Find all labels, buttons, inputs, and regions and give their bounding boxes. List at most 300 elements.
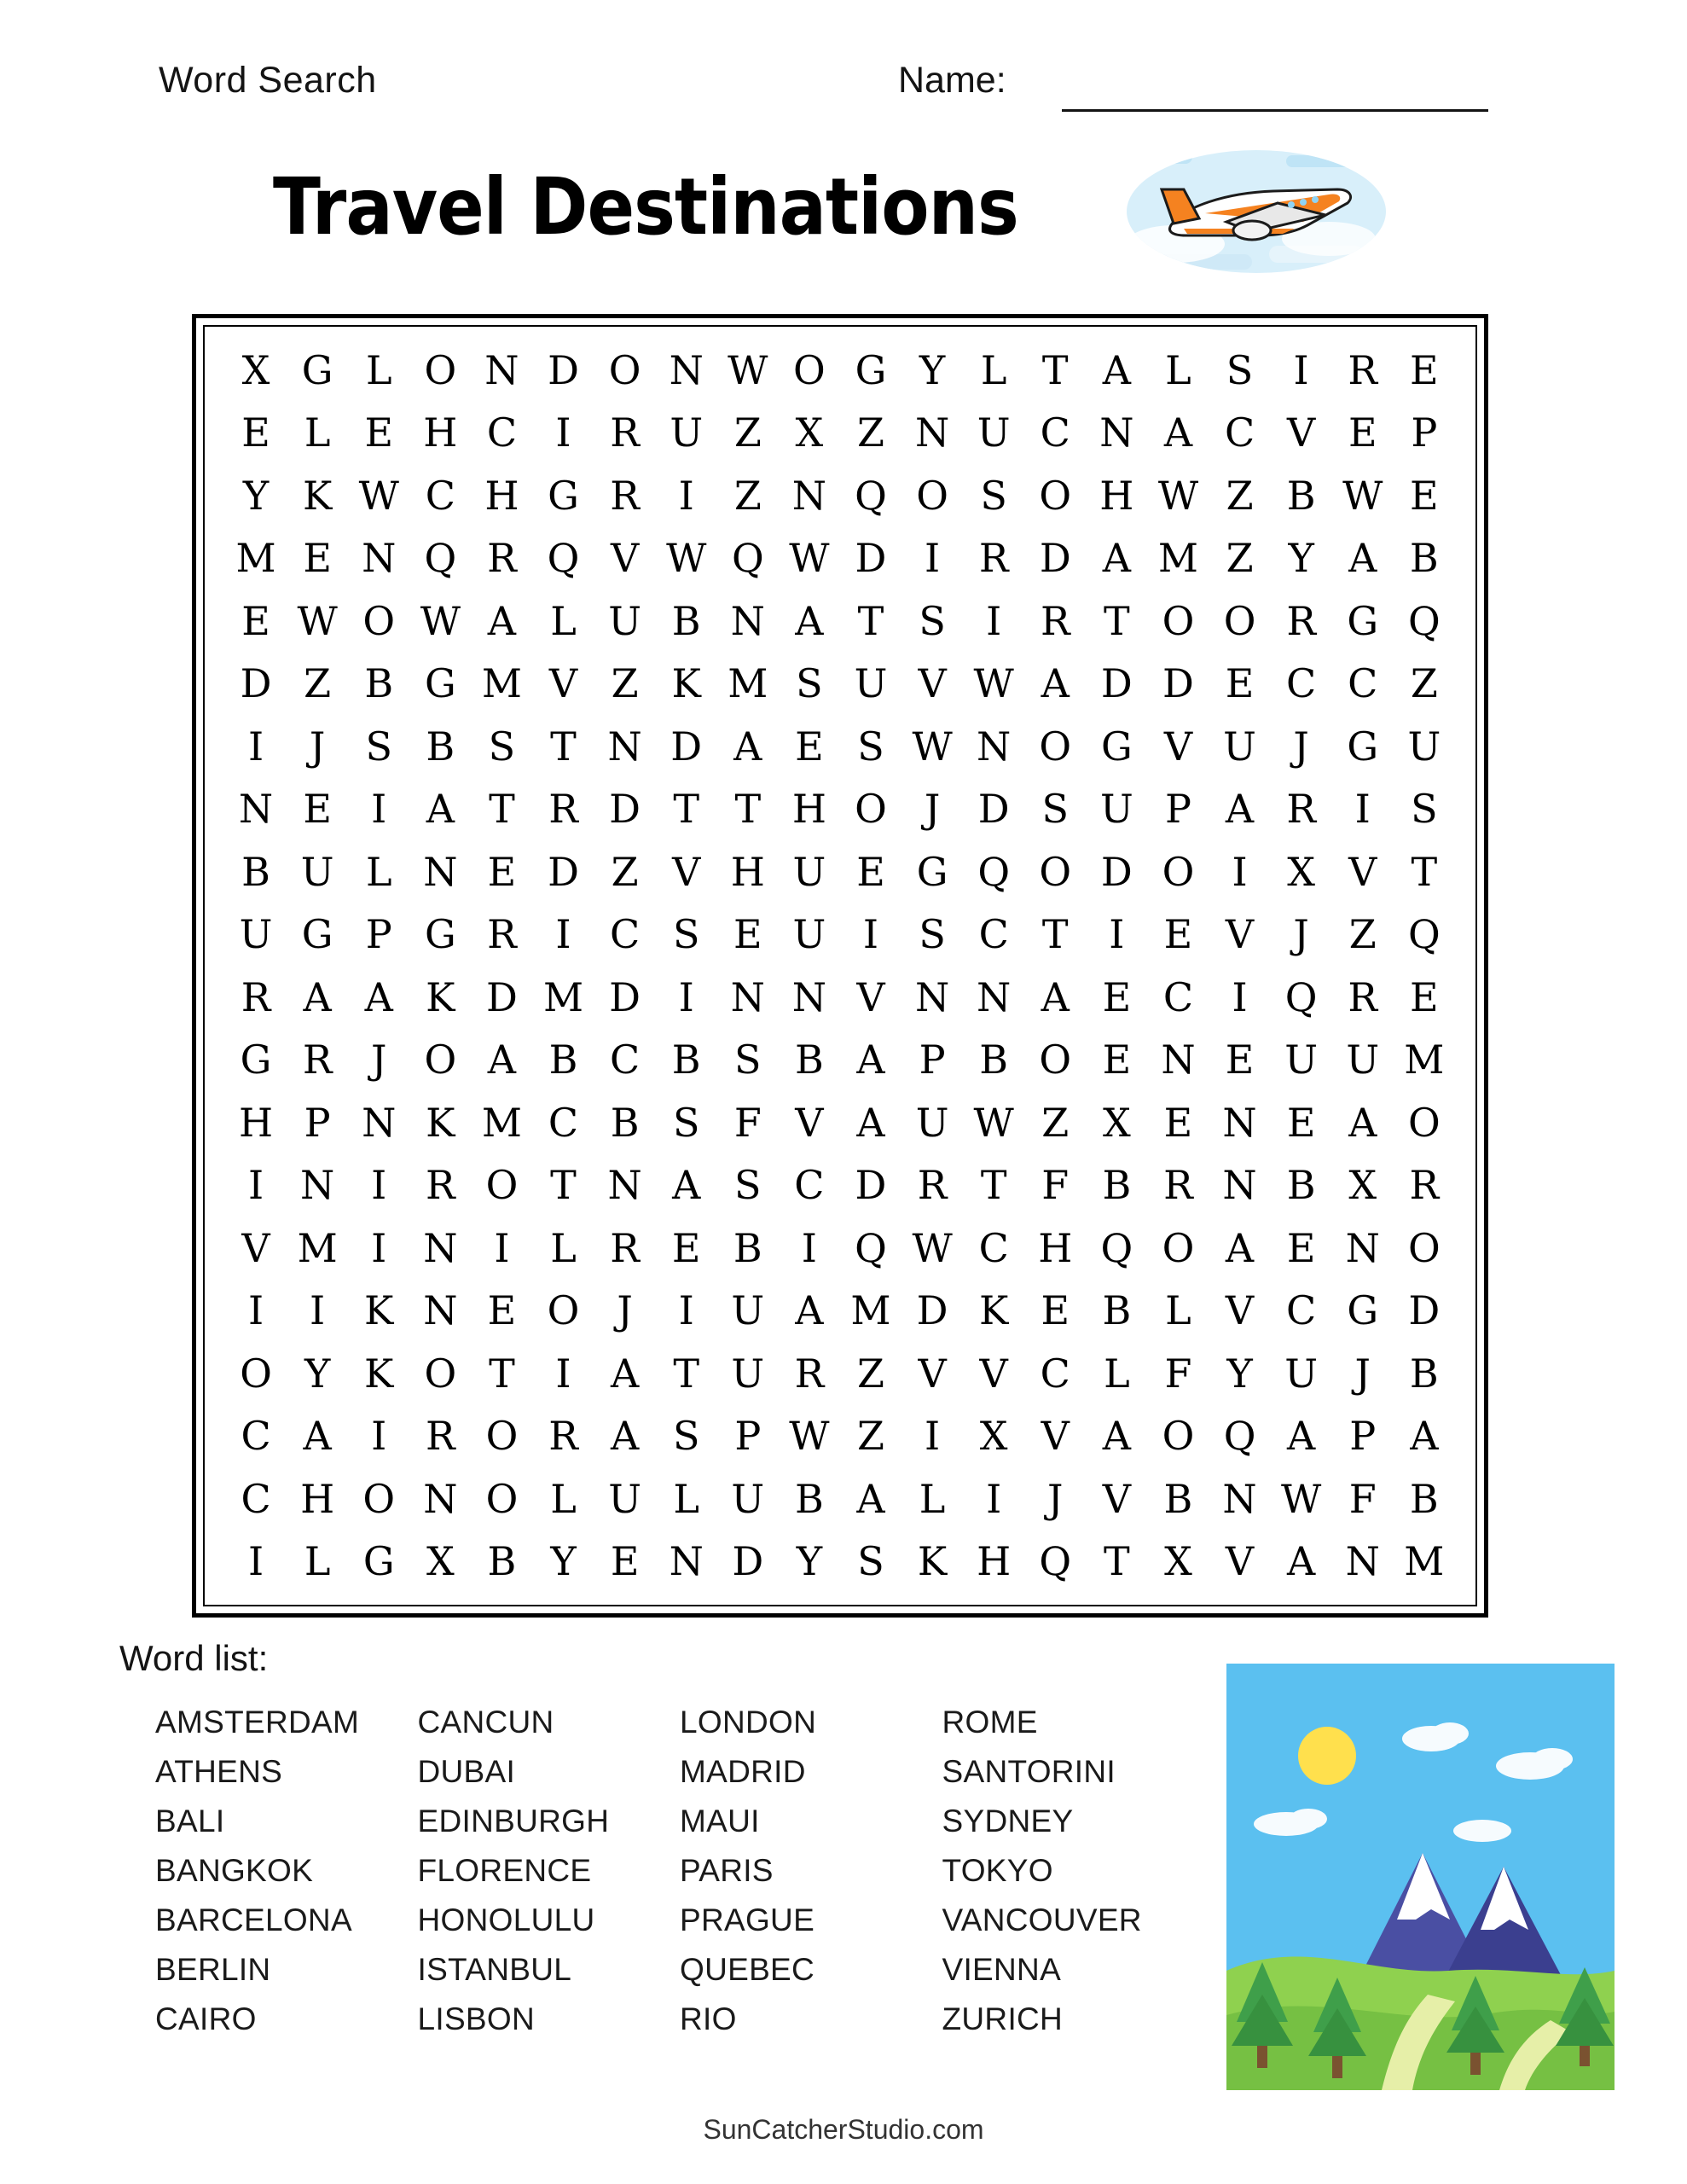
- grid-cell[interactable]: N: [1345, 1538, 1380, 1585]
- grid-cell[interactable]: P: [304, 1099, 331, 1146]
- grid-cell[interactable]: V: [1348, 848, 1377, 895]
- grid-cell[interactable]: P: [734, 1413, 762, 1460]
- word-list-item[interactable]: LISBON: [417, 2001, 536, 2036]
- grid-cell[interactable]: N: [791, 973, 827, 1020]
- word-list-item[interactable]: FLORENCE: [417, 1853, 592, 1888]
- grid-cell[interactable]: D: [609, 973, 641, 1020]
- grid-cell[interactable]: E: [241, 410, 270, 456]
- grid-cell[interactable]: S: [1041, 786, 1070, 833]
- grid-cell[interactable]: O: [1162, 597, 1195, 644]
- grid-cell[interactable]: W: [1281, 1475, 1322, 1522]
- grid-cell[interactable]: U: [1284, 1350, 1319, 1397]
- word-list-item[interactable]: VIENNA: [942, 1952, 1062, 1987]
- grid-cell[interactable]: E: [1286, 1224, 1316, 1271]
- grid-cell[interactable]: R: [1040, 597, 1070, 644]
- grid-cell[interactable]: Q: [1284, 973, 1318, 1020]
- grid-cell[interactable]: L: [550, 1224, 577, 1271]
- grid-cell[interactable]: O: [485, 1162, 519, 1209]
- grid-cell[interactable]: W: [297, 597, 338, 644]
- grid-cell[interactable]: O: [424, 346, 457, 393]
- grid-cell[interactable]: I: [371, 1413, 387, 1460]
- grid-cell[interactable]: T: [980, 1162, 1007, 1209]
- grid-cell[interactable]: I: [371, 786, 387, 833]
- grid-cell[interactable]: D: [548, 346, 579, 393]
- grid-cell[interactable]: V: [548, 660, 578, 707]
- grid-cell[interactable]: S: [919, 911, 946, 958]
- grid-cell[interactable]: G: [301, 346, 333, 393]
- grid-cell[interactable]: T: [857, 597, 884, 644]
- grid-cell[interactable]: E: [303, 535, 332, 582]
- grid-cell[interactable]: M: [297, 1224, 338, 1271]
- grid-cell[interactable]: M: [1404, 1538, 1445, 1585]
- grid-cell[interactable]: K: [917, 1538, 948, 1585]
- grid-cell[interactable]: I: [678, 973, 694, 1020]
- grid-cell[interactable]: B: [671, 1037, 701, 1083]
- word-list-item[interactable]: BALI: [155, 1804, 225, 1838]
- grid-cell[interactable]: C: [486, 410, 518, 456]
- grid-cell[interactable]: P: [1349, 1413, 1377, 1460]
- grid-cell[interactable]: B: [241, 848, 270, 895]
- grid-cell[interactable]: Q: [1223, 1413, 1256, 1460]
- grid-cell[interactable]: D: [916, 1287, 948, 1334]
- grid-cell[interactable]: A: [1225, 1224, 1255, 1271]
- grid-cell[interactable]: O: [424, 1037, 457, 1083]
- grid-cell[interactable]: C: [241, 1413, 271, 1460]
- grid-cell[interactable]: U: [1407, 723, 1441, 770]
- grid-cell[interactable]: O: [362, 597, 396, 644]
- grid-cell[interactable]: L: [673, 1475, 699, 1522]
- grid-cell[interactable]: K: [364, 1287, 394, 1334]
- grid-cell[interactable]: U: [1223, 723, 1256, 770]
- grid-cell[interactable]: O: [1407, 1224, 1441, 1271]
- grid-cell[interactable]: C: [978, 911, 1009, 958]
- grid-cell[interactable]: U: [670, 410, 704, 456]
- grid-cell[interactable]: T: [673, 786, 700, 833]
- grid-cell[interactable]: M: [235, 535, 276, 582]
- grid-cell[interactable]: A: [856, 1475, 885, 1522]
- grid-cell[interactable]: O: [1039, 723, 1072, 770]
- grid-cell[interactable]: U: [792, 848, 826, 895]
- grid-cell[interactable]: R: [548, 1413, 578, 1460]
- grid-cell[interactable]: Y: [919, 346, 946, 393]
- grid-cell[interactable]: K: [364, 1350, 394, 1397]
- grid-cell[interactable]: N: [730, 973, 765, 1020]
- grid-cell[interactable]: I: [494, 1224, 510, 1271]
- grid-cell[interactable]: S: [857, 723, 884, 770]
- grid-cell[interactable]: H: [977, 1538, 1012, 1585]
- grid-cell[interactable]: C: [1286, 1287, 1317, 1334]
- grid-cell[interactable]: A: [610, 1350, 640, 1397]
- grid-cell[interactable]: W: [420, 597, 461, 644]
- grid-cell[interactable]: V: [1225, 1538, 1255, 1585]
- grid-cell[interactable]: H: [484, 472, 519, 519]
- grid-cell[interactable]: E: [1225, 660, 1255, 707]
- grid-cell[interactable]: R: [426, 1413, 455, 1460]
- grid-cell[interactable]: O: [485, 1413, 519, 1460]
- word-list-item[interactable]: CAIRO: [155, 2001, 257, 2036]
- grid-cell[interactable]: B: [1286, 1162, 1316, 1209]
- grid-cell[interactable]: D: [670, 723, 703, 770]
- grid-cell[interactable]: R: [610, 1224, 640, 1271]
- grid-cell[interactable]: N: [423, 848, 458, 895]
- grid-cell[interactable]: R: [302, 1037, 333, 1083]
- grid-cell[interactable]: O: [1162, 848, 1195, 895]
- grid-cell[interactable]: C: [548, 1099, 579, 1146]
- grid-cell[interactable]: J: [1293, 723, 1309, 770]
- grid-cell[interactable]: T: [489, 1350, 515, 1397]
- grid-cell[interactable]: B: [1409, 1350, 1439, 1397]
- grid-cell[interactable]: V: [1163, 723, 1193, 770]
- grid-cell[interactable]: Q: [855, 472, 887, 519]
- grid-cell[interactable]: C: [978, 1224, 1009, 1271]
- grid-cell[interactable]: M: [542, 973, 584, 1020]
- grid-cell[interactable]: R: [917, 1162, 948, 1209]
- grid-cell[interactable]: L: [550, 597, 577, 644]
- grid-cell[interactable]: H: [1099, 472, 1134, 519]
- grid-cell[interactable]: L: [365, 848, 392, 895]
- grid-cell[interactable]: H: [238, 1099, 274, 1146]
- grid-cell[interactable]: C: [1224, 410, 1255, 456]
- grid-cell[interactable]: U: [1284, 1037, 1319, 1083]
- grid-cell[interactable]: I: [555, 911, 571, 958]
- word-list-item[interactable]: QUEBEC: [680, 1952, 815, 1987]
- grid-cell[interactable]: S: [1411, 786, 1438, 833]
- grid-cell[interactable]: O: [1162, 1224, 1195, 1271]
- grid-cell[interactable]: D: [485, 973, 518, 1020]
- grid-cell[interactable]: G: [855, 346, 887, 393]
- grid-cell[interactable]: U: [239, 911, 273, 958]
- grid-cell[interactable]: P: [1411, 410, 1438, 456]
- grid-cell[interactable]: O: [1223, 597, 1256, 644]
- grid-cell[interactable]: W: [1157, 472, 1199, 519]
- grid-cell[interactable]: V: [1102, 1475, 1131, 1522]
- grid-cell[interactable]: O: [916, 472, 948, 519]
- grid-cell[interactable]: Z: [857, 410, 884, 456]
- grid-cell[interactable]: W: [789, 1413, 830, 1460]
- grid-cell[interactable]: Z: [611, 848, 639, 895]
- grid-cell[interactable]: E: [364, 410, 394, 456]
- word-list-item[interactable]: HONOLULU: [417, 1902, 595, 1937]
- grid-cell[interactable]: O: [1407, 1099, 1441, 1146]
- grid-cell[interactable]: U: [854, 660, 888, 707]
- grid-cell[interactable]: X: [1348, 1162, 1377, 1209]
- grid-cell[interactable]: U: [608, 597, 641, 644]
- grid-cell[interactable]: O: [1039, 848, 1072, 895]
- grid-cell[interactable]: E: [1410, 472, 1439, 519]
- grid-cell[interactable]: O: [485, 1475, 519, 1522]
- grid-cell[interactable]: A: [1410, 1413, 1439, 1460]
- grid-cell[interactable]: D: [1100, 660, 1133, 707]
- grid-cell[interactable]: O: [1162, 1413, 1195, 1460]
- grid-cell[interactable]: C: [610, 911, 641, 958]
- grid-cell[interactable]: W: [912, 1224, 953, 1271]
- grid-cell[interactable]: Y: [304, 1350, 331, 1397]
- grid-cell[interactable]: T: [550, 1162, 577, 1209]
- grid-cell[interactable]: G: [1347, 597, 1379, 644]
- grid-cell[interactable]: Q: [424, 535, 457, 582]
- word-list-item[interactable]: ZURICH: [942, 2001, 1064, 2036]
- grid-cell[interactable]: R: [241, 973, 271, 1020]
- grid-cell[interactable]: L: [1165, 346, 1191, 393]
- grid-cell[interactable]: R: [487, 911, 517, 958]
- grid-cell[interactable]: W: [912, 723, 953, 770]
- grid-cell[interactable]: U: [915, 1099, 949, 1146]
- grid-cell[interactable]: G: [548, 472, 579, 519]
- grid-cell[interactable]: W: [789, 535, 830, 582]
- word-list-item[interactable]: PRAGUE: [680, 1902, 815, 1937]
- grid-cell[interactable]: K: [426, 1099, 455, 1146]
- grid-cell[interactable]: U: [1346, 1037, 1380, 1083]
- grid-cell[interactable]: W: [973, 660, 1014, 707]
- grid-cell[interactable]: Q: [1407, 597, 1441, 644]
- grid-cell[interactable]: M: [1404, 1037, 1445, 1083]
- grid-cell[interactable]: B: [487, 1538, 517, 1585]
- grid-cell[interactable]: I: [678, 1287, 694, 1334]
- grid-cell[interactable]: S: [672, 1413, 700, 1460]
- grid-cell[interactable]: P: [919, 1037, 946, 1083]
- grid-cell[interactable]: N: [423, 1224, 458, 1271]
- grid-cell[interactable]: B: [548, 1037, 578, 1083]
- grid-cell[interactable]: I: [986, 597, 1002, 644]
- grid-cell[interactable]: N: [977, 973, 1012, 1020]
- grid-cell[interactable]: X: [1164, 1538, 1192, 1585]
- grid-cell[interactable]: T: [673, 1350, 700, 1397]
- grid-cell[interactable]: H: [300, 1475, 335, 1522]
- grid-cell[interactable]: F: [1041, 1162, 1070, 1209]
- grid-cell[interactable]: I: [247, 1287, 264, 1334]
- word-list-item[interactable]: SANTORINI: [942, 1754, 1116, 1789]
- grid-cell[interactable]: A: [1163, 410, 1193, 456]
- grid-cell[interactable]: L: [1104, 1350, 1130, 1397]
- grid-cell[interactable]: S: [672, 911, 700, 958]
- grid-cell[interactable]: B: [1102, 1287, 1132, 1334]
- grid-cell[interactable]: N: [914, 410, 950, 456]
- grid-cell[interactable]: E: [1348, 410, 1377, 456]
- word-list-item[interactable]: ISTANBUL: [417, 1952, 572, 1987]
- grid-cell[interactable]: A: [795, 597, 824, 644]
- grid-cell[interactable]: H: [423, 410, 458, 456]
- grid-cell[interactable]: W: [1342, 472, 1383, 519]
- grid-cell[interactable]: O: [1039, 472, 1072, 519]
- grid-cell[interactable]: X: [1102, 1099, 1131, 1146]
- grid-cell[interactable]: L: [365, 346, 392, 393]
- grid-cell[interactable]: J: [309, 723, 326, 770]
- grid-cell[interactable]: B: [1102, 1162, 1132, 1209]
- grid-cell[interactable]: N: [238, 786, 274, 833]
- grid-cell[interactable]: R: [610, 410, 640, 456]
- grid-cell[interactable]: T: [1041, 911, 1069, 958]
- grid-cell[interactable]: I: [678, 472, 694, 519]
- grid-cell[interactable]: E: [610, 1538, 640, 1585]
- grid-cell[interactable]: I: [801, 1224, 817, 1271]
- grid-cell[interactable]: Q: [977, 848, 1011, 895]
- grid-cell[interactable]: Q: [547, 535, 580, 582]
- grid-cell[interactable]: G: [240, 1037, 272, 1083]
- grid-cell[interactable]: G: [1347, 723, 1379, 770]
- grid-cell[interactable]: B: [610, 1099, 640, 1146]
- grid-cell[interactable]: P: [1164, 786, 1191, 833]
- grid-cell[interactable]: D: [855, 1162, 887, 1209]
- grid-cell[interactable]: K: [978, 1287, 1009, 1334]
- word-list-item[interactable]: BANGKOK: [155, 1853, 314, 1888]
- grid-cell[interactable]: Z: [1410, 660, 1438, 707]
- grid-cell[interactable]: A: [1102, 346, 1131, 393]
- grid-cell[interactable]: E: [1225, 1037, 1255, 1083]
- grid-cell[interactable]: C: [1040, 410, 1070, 456]
- word-search-grid[interactable]: [192, 314, 1488, 1618]
- grid-cell[interactable]: X: [426, 1538, 455, 1585]
- grid-cell[interactable]: V: [610, 535, 640, 582]
- grid-cell[interactable]: T: [1411, 848, 1438, 895]
- grid-cell[interactable]: D: [1162, 660, 1194, 707]
- grid-cell[interactable]: M: [850, 1287, 891, 1334]
- grid-cell[interactable]: N: [423, 1287, 458, 1334]
- grid-cell[interactable]: A: [1348, 1099, 1377, 1146]
- grid-cell[interactable]: U: [731, 1350, 765, 1397]
- grid-cell[interactable]: J: [617, 1287, 633, 1334]
- grid-cell[interactable]: D: [609, 786, 641, 833]
- grid-cell[interactable]: E: [1410, 973, 1439, 1020]
- grid-cell[interactable]: R: [1163, 1162, 1193, 1209]
- grid-cell[interactable]: U: [300, 848, 334, 895]
- word-list-item[interactable]: ROME: [942, 1705, 1038, 1740]
- grid-cell[interactable]: R: [548, 786, 578, 833]
- grid-cell[interactable]: G: [424, 911, 456, 958]
- grid-cell[interactable]: N: [1345, 1224, 1380, 1271]
- word-list-item[interactable]: SYDNEY: [942, 1804, 1074, 1838]
- grid-cell[interactable]: W: [728, 346, 768, 393]
- grid-cell[interactable]: W: [666, 535, 707, 582]
- grid-cell[interactable]: V: [918, 660, 947, 707]
- grid-cell[interactable]: I: [247, 723, 264, 770]
- grid-cell[interactable]: O: [424, 1350, 457, 1397]
- grid-cell[interactable]: I: [862, 911, 879, 958]
- grid-cell[interactable]: R: [794, 1350, 825, 1397]
- grid-cell[interactable]: V: [1287, 410, 1316, 456]
- grid-cell[interactable]: X: [979, 1413, 1008, 1460]
- word-list-item[interactable]: ATHENS: [155, 1754, 283, 1789]
- grid-cell[interactable]: G: [1100, 723, 1133, 770]
- grid-cell[interactable]: A: [1348, 535, 1377, 582]
- word-list-item[interactable]: BARCELONA: [155, 1902, 352, 1937]
- grid-cell[interactable]: A: [426, 786, 455, 833]
- grid-cell[interactable]: I: [986, 1475, 1002, 1522]
- grid-cell[interactable]: F: [733, 1099, 762, 1146]
- grid-cell[interactable]: C: [241, 1475, 271, 1522]
- grid-cell[interactable]: R: [978, 535, 1009, 582]
- grid-cell[interactable]: D: [855, 535, 887, 582]
- grid-cell[interactable]: L: [304, 1538, 331, 1585]
- grid-cell[interactable]: G: [424, 660, 456, 707]
- grid-cell[interactable]: T: [734, 786, 762, 833]
- grid-cell[interactable]: D: [1039, 535, 1071, 582]
- grid-cell[interactable]: B: [1409, 535, 1439, 582]
- grid-cell[interactable]: E: [671, 1224, 701, 1271]
- grid-cell[interactable]: N: [977, 723, 1012, 770]
- grid-cell[interactable]: E: [733, 911, 762, 958]
- grid-cell[interactable]: R: [610, 472, 640, 519]
- grid-cell[interactable]: S: [734, 1037, 762, 1083]
- grid-cell[interactable]: N: [1222, 1099, 1257, 1146]
- grid-cell[interactable]: N: [669, 346, 704, 393]
- grid-cell[interactable]: L: [980, 346, 1007, 393]
- grid-cell[interactable]: I: [247, 1538, 264, 1585]
- word-list-item[interactable]: EDINBURGH: [417, 1804, 610, 1838]
- grid-cell[interactable]: I: [310, 1287, 326, 1334]
- grid-cell[interactable]: Q: [731, 535, 764, 582]
- grid-cell[interactable]: E: [487, 848, 517, 895]
- grid-cell[interactable]: O: [793, 346, 826, 393]
- grid-cell[interactable]: E: [1041, 1287, 1070, 1334]
- grid-cell[interactable]: C: [425, 472, 455, 519]
- grid-cell[interactable]: U: [731, 1475, 765, 1522]
- grid-cell[interactable]: U: [731, 1287, 765, 1334]
- grid-cell[interactable]: V: [918, 1350, 947, 1397]
- grid-cell[interactable]: O: [1039, 1037, 1072, 1083]
- grid-cell[interactable]: R: [1409, 1162, 1440, 1209]
- grid-cell[interactable]: A: [856, 1037, 885, 1083]
- grid-cell[interactable]: S: [488, 723, 516, 770]
- grid-cell[interactable]: G: [1347, 1287, 1379, 1334]
- grid-cell[interactable]: A: [1287, 1413, 1316, 1460]
- grid-cell[interactable]: G: [362, 1538, 395, 1585]
- grid-cell[interactable]: K: [426, 973, 455, 1020]
- word-list-item[interactable]: VANCOUVER: [942, 1902, 1142, 1937]
- grid-cell[interactable]: I: [1293, 346, 1309, 393]
- grid-cell[interactable]: G: [301, 911, 333, 958]
- grid-cell[interactable]: A: [795, 1287, 824, 1334]
- grid-cell[interactable]: U: [608, 1475, 641, 1522]
- grid-cell[interactable]: A: [1102, 1413, 1131, 1460]
- grid-cell[interactable]: X: [795, 410, 824, 456]
- grid-cell[interactable]: A: [610, 1413, 640, 1460]
- grid-cell[interactable]: K: [671, 660, 701, 707]
- grid-cell[interactable]: N: [1222, 1162, 1257, 1209]
- grid-cell[interactable]: B: [426, 723, 455, 770]
- grid-cell[interactable]: S: [857, 1538, 884, 1585]
- grid-cell[interactable]: I: [371, 1162, 387, 1209]
- grid-cell[interactable]: I: [555, 1350, 571, 1397]
- grid-cell[interactable]: E: [1286, 1099, 1316, 1146]
- grid-cell[interactable]: M: [481, 1099, 522, 1146]
- grid-cell[interactable]: T: [489, 786, 515, 833]
- word-list-item[interactable]: MADRID: [680, 1754, 806, 1789]
- grid-cell[interactable]: A: [487, 597, 517, 644]
- grid-cell[interactable]: Y: [242, 472, 270, 519]
- grid-cell[interactable]: W: [358, 472, 399, 519]
- grid-cell[interactable]: B: [1409, 1475, 1439, 1522]
- grid-cell[interactable]: V: [241, 1224, 270, 1271]
- grid-cell[interactable]: E: [856, 848, 885, 895]
- grid-cell[interactable]: L: [304, 410, 331, 456]
- grid-cell[interactable]: V: [1225, 1287, 1255, 1334]
- grid-cell[interactable]: J: [1293, 911, 1309, 958]
- grid-cell[interactable]: I: [924, 1413, 941, 1460]
- grid-cell[interactable]: I: [1109, 911, 1125, 958]
- grid-cell[interactable]: B: [671, 597, 701, 644]
- grid-cell[interactable]: C: [1040, 1350, 1070, 1397]
- grid-cell[interactable]: I: [1354, 786, 1371, 833]
- grid-cell[interactable]: A: [1041, 973, 1070, 1020]
- grid-cell[interactable]: E: [1163, 1099, 1193, 1146]
- grid-cell[interactable]: U: [1099, 786, 1133, 833]
- grid-cell[interactable]: N: [423, 1475, 458, 1522]
- word-list-item[interactable]: TOKYO: [942, 1853, 1053, 1888]
- grid-cell[interactable]: D: [732, 1538, 764, 1585]
- grid-cell[interactable]: C: [610, 1037, 641, 1083]
- grid-cell[interactable]: N: [791, 472, 827, 519]
- grid-cell[interactable]: C: [1286, 660, 1317, 707]
